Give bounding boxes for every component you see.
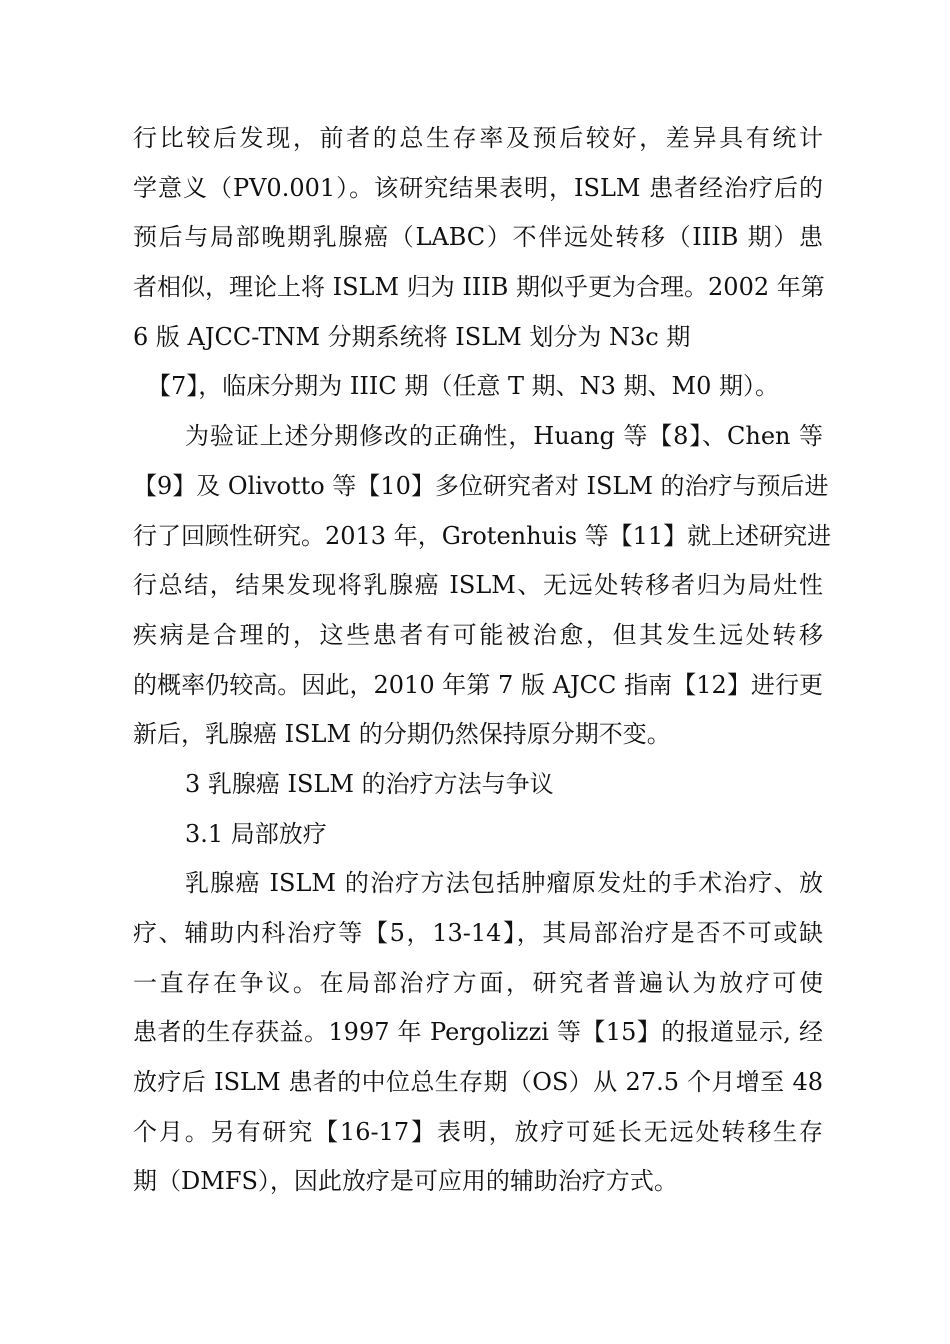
text-line-19: 患者的生存获益。1997 年 Pergolizzi 等【15】的报道显示, 经	[133, 1018, 823, 1047]
text-line-4: 者相似，理论上将 ISLM 归为 IIIB 期似乎更为合理。2002 年第	[133, 273, 825, 302]
text-line-5: 6 版 AJCC-TNM 分期系统将 ISLM 划分为 N3c 期	[133, 322, 691, 351]
text-line-3: 预后与局部晚期乳腺癌（LABC）不伴远处转移（IIIB 期）患	[133, 223, 823, 252]
text-line-12: 的概率仍较高。因此，2010 年第 7 版 AJCC 指南【12】进行更	[133, 670, 823, 699]
text-line-22: 期（DMFS），因此放疗是可应用的辅助治疗方式。	[133, 1167, 678, 1196]
text-line-11: 疾病是合理的，这些患者有可能被治愈，但其发生远处转移	[133, 620, 823, 649]
body-text	[133, 114, 832, 1207]
text-line-10: 行总结，结果发现将乳腺癌 ISLM、无远处转移者归为局灶性	[133, 571, 823, 600]
text-line-16: 乳腺癌 ISLM 的治疗方法包括肿瘤原发灶的手术治疗、放	[185, 869, 823, 898]
text-line-21: 个月。另有研究【16-17】表明，放疗可延长无远处转移生存	[133, 1117, 823, 1146]
text-line-13: 新后，乳腺癌 ISLM 的分期仍然保持原分期不变。	[133, 720, 671, 749]
text-line-2: 学意义（PV0.001）。该研究结果表明，ISLM 患者经治疗后的	[133, 173, 823, 202]
text-line-1: 行比较后发现，前者的总生存率及预后较好，差异具有统计	[133, 124, 823, 152]
text-line-20: 放疗后 ISLM 患者的中位总生存期（OS）从 27.5 个月增至 48	[133, 1068, 823, 1097]
text-line-9: 行了回顾性研究。2013 年，Grotenhuis 等【11】就上述研究进	[133, 521, 832, 550]
subsection-heading: 3.1 局部放疗	[185, 819, 327, 848]
text-line-6: 【7】，临床分期为 IIIC 期（任意 T 期、N3 期、M0 期）。	[147, 372, 779, 401]
text-line-17: 疗、辅助内科治疗等【5，13-14】，其局部治疗是否不可或缺	[133, 919, 823, 947]
text-line-18: 一直存在争议。在局部治疗方面，研究者普遍认为放疗可使	[133, 968, 823, 997]
text-line-8: 【9】及 Olivotto 等【10】多位研究者对 ISLM 的治疗与预后进	[133, 471, 829, 500]
section-heading: 3 乳腺癌 ISLM 的治疗方法与争议	[185, 769, 554, 798]
text-line-7: 为验证上述分期修改的正确性，Huang 等【8】、Chen 等	[185, 422, 823, 451]
